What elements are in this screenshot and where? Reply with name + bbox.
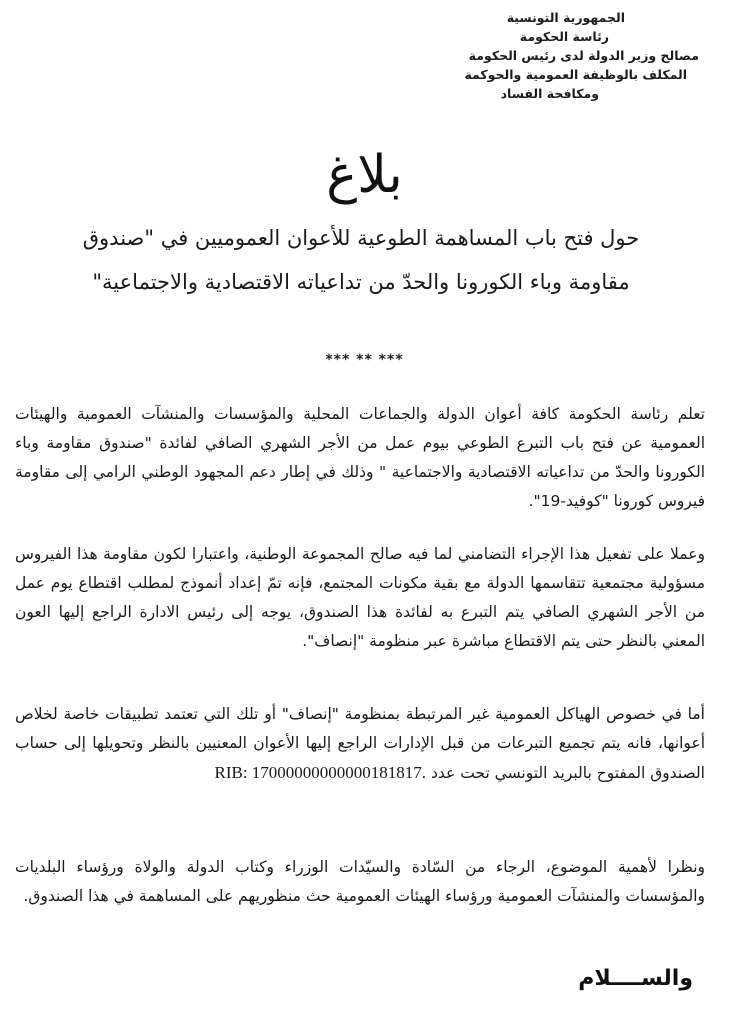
paragraph-1: تعلم رئاسة الحكومة كافة أعوان الدولة والجماعات المحلية والمؤسسات والمنشآت العمومية والهيئات العمومية عن فتح باب التبرع الطوعي بيوم عمل من الأجر الشهري الصافي لفائدة "صندوق مقاومة وباء الكورونا والحدّ من تداعياته الاقتصادية والاجتماعية " وذلك في إطار دعم المجهود الوطني الرامي إلى مقاومة فيروس كورونا "كوفيد-19".	[15, 405, 705, 510]
letterhead-services-line2: المكلف بالوظيفة العمومية والحوكمة	[464, 67, 687, 82]
letterhead	[399, 8, 699, 103]
letterhead-services-line1: مصالح وزير الدولة لدى رئيس الحكومة	[468, 48, 699, 63]
letterhead-presidency: رئاسة الحكومة	[519, 29, 609, 44]
paragraph-2: وعملا على تفعيل هذا الإجراء التضامني لما فيه صالح المجموعة الوطنية، واعتبارا لكون مقاومة هذا الفيروس مسؤولية مجتمعية تتقاسمها الدولة مع بقية مكونات المجتمع، فإنه تمّ إعداد أنموذج لمطلب اقتطاع يوم عمل من الأجر الشهري الصافي يتم التبرع به لفائدة هذا الصندوق، يوجه إلى رئيس الادارة الراجع إليها العون المعني بالنظر حتى يتم الاقتطاع مباشرة عبر منظومة "إنصاف".	[15, 545, 705, 650]
separator: *** ** ***	[325, 352, 404, 368]
document-subtitle	[21, 216, 701, 304]
paragraph-3	[15, 700, 705, 788]
letterhead-services-line3: ومكافحة الفساد	[500, 86, 599, 101]
subtitle-line1: حول فتح باب المساهمة الطوعية للأعوان العموميين في "صندوق	[82, 226, 640, 250]
subtitle-line2: مقاومة وباء الكورونا والحدّ من تداعياته الاقتصادية والاجتماعية"	[92, 270, 630, 294]
document-title: بلاغ	[326, 145, 403, 205]
paragraph-4: ونظرا لأهمية الموضوع، الرجاء من السّادة والسيّدات الوزراء وكتاب الدولة والولاة ورؤساء البلديات والمؤسسات والمنشآت العمومية ورؤساء الهيئات العمومية حث منظوريهم على المساهمة في هذا الصندوق.	[15, 858, 705, 905]
rib-number: RIB: 17000000000000181817.	[214, 763, 427, 782]
letterhead-republic: الجمهورية التونسية	[506, 10, 625, 25]
paragraph-3-text: أما في خصوص الهياكل العمومية غير المرتبطة بمنظومة "إنصاف" أو تلك التي تعتمد تطبيقات خاصة لخلاص أعوانها، فانه يتم تجميع التبرعات من قبل الإدارات الراجع إليها الأعوان المعنيين بالنظر وتحويلها إلى حساب الصندوق المفتوح بالبريد التونسي تحت عدد	[15, 705, 705, 782]
closing-salutation: والســــلام	[578, 966, 693, 991]
